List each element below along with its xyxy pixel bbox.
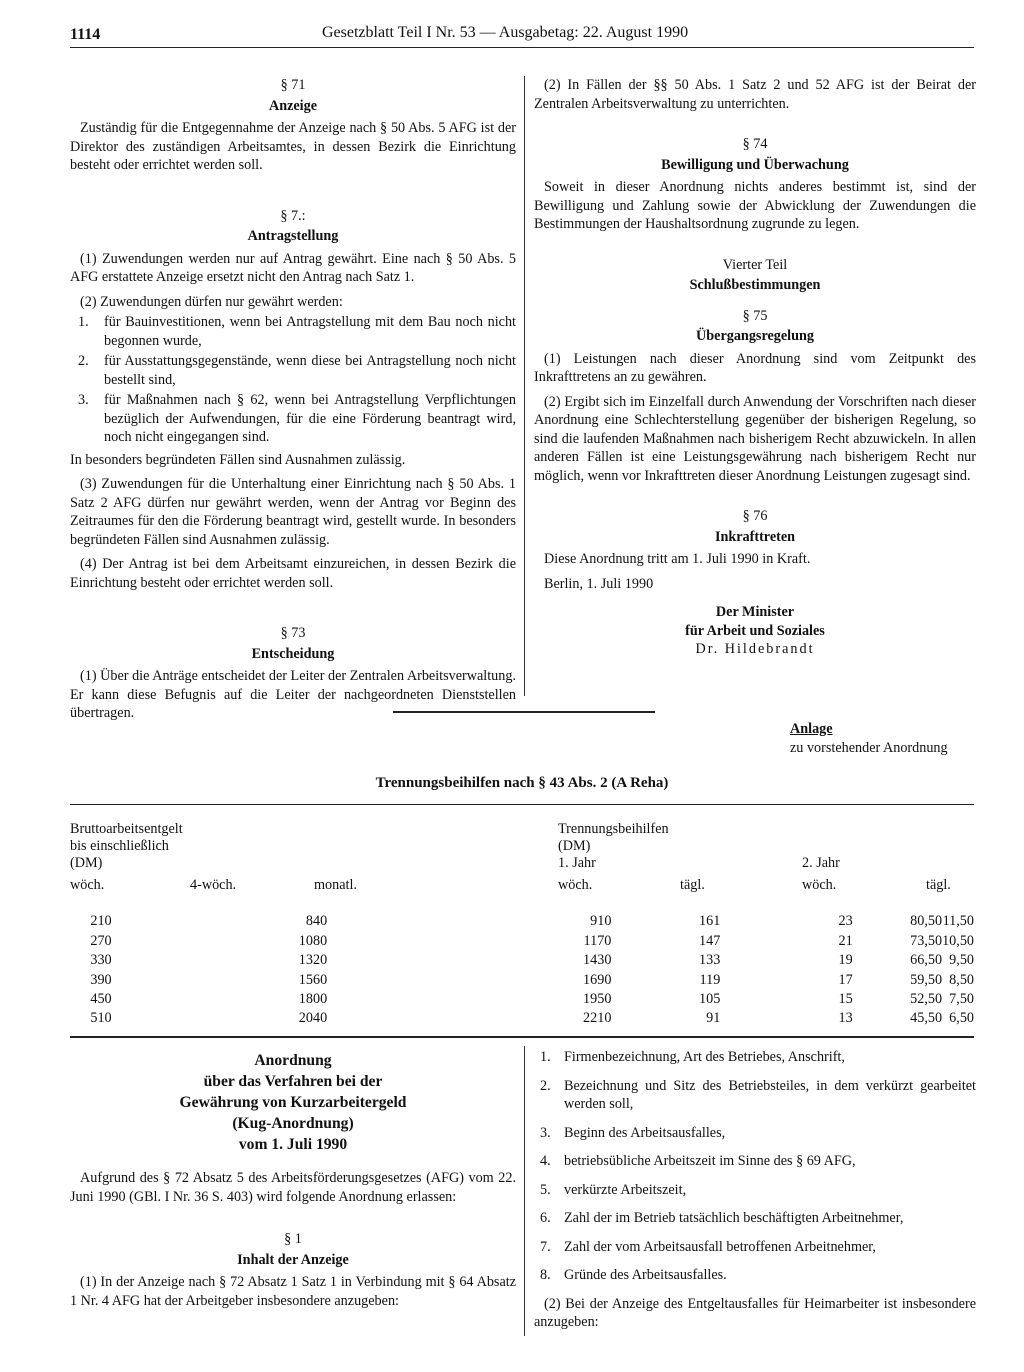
table-header-right-1: Trennungsbeihilfen: [558, 821, 669, 837]
section-76-text: Diese Anordnung tritt am 1. Juli 1990 in Kraft.: [544, 551, 811, 567]
anlage-block: [790, 720, 948, 757]
table-top-rule: [70, 804, 974, 805]
table-cell-year2-taegl: 9,50: [949, 952, 974, 969]
section-73-number: § 73: [280, 625, 306, 641]
table-cell-year2-woech: 73,50: [910, 932, 943, 949]
section-73-text: (1) Über die Anträge entscheidet der Leiter der Zentralen Arbeitsverwaltung. Er kann diese Befugnis auf die Leiter der nachgeordneten Dienststellen übertragen.: [70, 668, 516, 721]
table-cell-year1-woech: 119: [699, 971, 721, 988]
list-item-text: Zahl der im Betrieb tatsächlich beschäftigten Arbeitnehmer,: [564, 1210, 904, 1226]
table-cell-year1-woech: 161: [699, 913, 721, 930]
kug-left-column: [70, 1050, 516, 1316]
kug-section-1-paragraph-2: (2) Bei der Anzeige des Entgeltausfalles für Heimarbeiter ist insbesondere anzugeben:: [534, 1295, 976, 1330]
section-75-number: § 75: [742, 307, 768, 324]
section-74-number: § 74: [742, 136, 768, 152]
list-item: [534, 1266, 976, 1285]
table-cell-woech: 330: [90, 952, 112, 969]
table-cell-year1-taegl: 21: [838, 932, 853, 949]
table-cell-4woech: 1080: [298, 932, 328, 949]
column-header-woech: wöch.: [70, 877, 105, 893]
list-item-text: für Ausstattungsgegenstände, wenn diese bei Antragstellung noch nicht bestellt sind,: [104, 353, 516, 388]
column-header-year1-taegl: tägl.: [680, 877, 705, 893]
section-74-text: Soweit in dieser Anordnung nichts anderes bestimmt ist, sind der Bewilligung und Zahlung sowie der Abwicklung der Zuwendungen die Bestimmungen der Haushaltsordnung zugrunde zu legen.: [534, 179, 976, 232]
table-header-left-3: (DM): [70, 855, 103, 871]
table-cell-year1-taegl: 13: [838, 1010, 853, 1027]
table-cell-year2-taegl: 7,50: [949, 991, 974, 1007]
table-title: Trennungsbeihilfen nach § 43 Abs. 2 (A Reha): [375, 775, 669, 791]
table-cell-year1-woech: 147: [699, 932, 721, 949]
list-item-text: Bezeichnung und Sitz des Betriebsteiles, in dem verkürzt gearbeitet werden soll,: [564, 1077, 976, 1112]
section-72-number: § 7.:: [280, 207, 306, 224]
list-item-text: betriebsübliche Arbeitszeit im Sinne des § 69 AFG,: [564, 1153, 856, 1169]
table-cell-4woech: 1800: [298, 991, 328, 1007]
table-cell-year1-taegl: 23: [838, 913, 853, 930]
table-cell-monatl: 1950: [583, 991, 612, 1007]
table-cell-year2-woech: 45,50: [910, 1010, 943, 1027]
list-item: [70, 352, 516, 389]
list-item: [534, 1048, 976, 1067]
section-72-paragraph-4: (4) Der Antrag ist bei dem Arbeitsamt einzureichen, in dessen Bezirk die Einrichtung besteht oder errichtet werden soll.: [70, 556, 516, 591]
table-cell-4woech: 1560: [298, 971, 328, 988]
table-row: [70, 912, 974, 931]
section-72-exception: In besonders begründeten Fällen sind Ausnahmen zulässig.: [70, 451, 406, 468]
table-cell-year1-taegl: 17: [838, 971, 853, 988]
place-and-date: Berlin, 1. Juli 1990: [544, 575, 654, 592]
table-cell-year1-taegl: 15: [838, 991, 853, 1007]
table-spacer-cell: [70, 912, 90, 931]
list-item-number: 2.: [540, 1077, 551, 1094]
table-cell-woech: 450: [90, 991, 112, 1007]
page-number: 1114: [70, 26, 101, 43]
list-item: [70, 391, 516, 447]
table-cell-4woech: 840: [305, 913, 328, 930]
table-cell-monatl: 1690: [583, 971, 612, 988]
table-cell-monatl: 1170: [583, 932, 612, 949]
table-row: [70, 1009, 974, 1028]
allowance-table: [70, 912, 974, 1028]
section-72-paragraph-2: (2) Zuwendungen dürfen nur gewährt werden:: [80, 293, 343, 310]
section-71-text: Zuständig für die Entgegennahme der Anzeige nach § 50 Abs. 5 AFG ist der Direktor des zuständigen Arbeitsamtes, in dessen Bezirk die Einrichtung besteht oder errichtet werden soll.: [70, 120, 516, 173]
table-cell-year2-woech: 59,50: [910, 971, 943, 988]
list-item-text: für Bauinvestitionen, wenn bei Antragstellung mit dem Bau noch nicht begonnen wurde,: [104, 314, 516, 349]
signature-title-1: Der Minister: [715, 604, 795, 620]
column-header-monatl: monatl.: [314, 877, 357, 893]
table-cell-woech: 510: [90, 1010, 112, 1027]
table-spacer-cell: [70, 990, 90, 1009]
table-cell-monatl: 910: [590, 913, 612, 930]
list-item-text: Gründe des Arbeitsausfalles.: [564, 1267, 727, 1283]
section-73-heading: Entscheidung: [251, 645, 335, 662]
part-heading: Schlußbestimmungen: [689, 277, 821, 293]
kug-section-1-paragraph-1: (1) In der Anzeige nach § 72 Absatz 1 Satz 1 in Verbindung mit § 64 Absatz 1 Nr. 4 AFG hat der Arbeitgeber insbesondere anzugeben:: [70, 1274, 516, 1309]
table-cell-year2-woech: 80,50: [910, 913, 943, 930]
table-cell-4woech: 2040: [298, 1010, 328, 1027]
column-header-year1-woech: wöch.: [558, 877, 593, 893]
table-row: [70, 951, 974, 970]
list-item-number: 3.: [78, 392, 89, 408]
table-cell-monatl: 2210: [583, 1010, 612, 1027]
ordinance-title-4: (Kug-Anordnung): [232, 1115, 354, 1132]
list-item-number: 3.: [540, 1124, 551, 1141]
list-item: [534, 1152, 976, 1171]
list-item-number: 6.: [540, 1210, 551, 1226]
list-item-number: 4.: [540, 1153, 551, 1169]
list-item-text: Zahl der vom Arbeitsausfall betroffenen Arbeitnehmer,: [564, 1238, 876, 1255]
table-cell-year1-taegl: 19: [838, 952, 853, 969]
list-item-number: 2.: [78, 353, 89, 369]
section-72-heading: Antragstellung: [247, 228, 339, 244]
ordinance-title-5: vom 1. Juli 1990: [238, 1136, 348, 1153]
table-cell-4woech: 1320: [298, 952, 328, 969]
table-spacer-cell: [70, 931, 90, 950]
table-header-right-2: (DM): [558, 838, 591, 854]
kug-section-1-number: § 1: [284, 1231, 302, 1247]
section-73-paragraph-2: (2) In Fällen der §§ 50 Abs. 1 Satz 2 und 52 AFG ist der Beirat der Zentralen Arbeitsverwaltung zu unterrichten.: [534, 77, 976, 112]
table-cell-year1-woech: 133: [699, 952, 721, 969]
section-72-list: [70, 313, 516, 447]
column-divider-top: [524, 76, 525, 696]
section-rule: [393, 711, 655, 713]
list-item: [534, 1181, 976, 1200]
section-76-number: § 76: [742, 508, 768, 524]
left-column: [70, 76, 516, 729]
ordinance-intro: Aufgrund des § 72 Absatz 5 des Arbeitsförderungsgesetzes (AFG) vom 22. Juni 1990 (GBl. I Nr. 36 S. 403) wird folgende Anordnung erlassen:: [70, 1170, 516, 1205]
table-row: [70, 970, 974, 989]
table-cell-year2-taegl: 11,50: [942, 913, 974, 930]
list-item-number: 7.: [540, 1238, 551, 1255]
section-75-paragraph-2: (2) Ergibt sich im Einzelfall durch Anwendung der Vorschriften nach dieser Anordnung eine Schlechterstellung gegenüber der bisherigen Regelung, so sind die laufenden Maßnahmen nach bisherigem Recht abzuwickeln. In allen anderen Fällen ist eine Leistungsgewährung nach bisherigem Recht nur möglich, wenn vor Inkrafttreten dieser Anordnung Leistungen zugesagt sind.: [534, 393, 976, 484]
table-spacer-cell: [70, 1009, 90, 1028]
list-item-text: verkürzte Arbeitszeit,: [564, 1181, 687, 1198]
table-spacer-cell: [70, 970, 90, 989]
section-71-number: § 71: [280, 77, 306, 93]
section-72-paragraph-1: (1) Zuwendungen werden nur auf Antrag gewährt. Eine nach § 50 Abs. 5 AFG erstattete Anzeige ersetzt nicht den Antrag nach Satz 1.: [70, 250, 516, 285]
header-rule: [70, 47, 974, 48]
table-cell-woech: 210: [90, 913, 112, 930]
anlage-label: Anlage: [790, 721, 833, 737]
table-spacer-cell: [70, 951, 90, 970]
section-71-heading: Anzeige: [268, 97, 318, 114]
signature-name: Dr. Hildebrandt: [695, 641, 815, 657]
list-item: [534, 1124, 976, 1143]
list-item-text: Beginn des Arbeitsausfalles,: [564, 1124, 726, 1141]
list-item: [534, 1238, 976, 1257]
list-item-number: 1.: [540, 1049, 551, 1065]
list-item: [70, 313, 516, 350]
table-cell-monatl: 1430: [583, 952, 612, 969]
table-cell-woech: 390: [90, 971, 112, 988]
table-cell-year2-taegl: 10,50: [942, 932, 974, 949]
table-row: [70, 990, 974, 1009]
table-header-left-1: Bruttoarbeitsentgelt: [70, 821, 183, 837]
signature-title-2: für Arbeit und Soziales: [685, 622, 825, 639]
table-cell-year1-woech: 105: [699, 991, 721, 1007]
list-item: [534, 1209, 976, 1228]
gazette-header: Gesetzblatt Teil I Nr. 53 — Ausgabetag: 22. August 1990: [322, 24, 689, 41]
table-cell-year1-woech: 91: [706, 1010, 721, 1027]
kug-section-1-heading: Inhalt der Anzeige: [237, 1251, 349, 1268]
table-cell-year2-woech: 66,50: [910, 952, 943, 969]
section-74-heading: Bewilligung und Überwachung: [661, 156, 849, 173]
column-header-year2-taegl: tägl.: [926, 877, 951, 893]
table-bottom-rule: [70, 1036, 974, 1038]
column-divider-bottom: [524, 1046, 525, 1336]
kug-list: [534, 1048, 976, 1285]
ordinance-title-1: Anordnung: [254, 1052, 332, 1069]
table-header-year-1: 1. Jahr: [558, 855, 596, 871]
section-76-heading: Inkrafttreten: [714, 528, 796, 545]
table-header-year-2: 2. Jahr: [802, 855, 840, 871]
ordinance-title-2: über das Verfahren bei der: [203, 1073, 383, 1090]
list-item-text: Firmenbezeichnung, Art des Betriebes, Anschrift,: [564, 1049, 845, 1065]
list-item-text: für Maßnahmen nach § 62, wenn bei Antragstellung Verpflichtungen bezüglich der Aufwendungen, für die eine Förderung beantragt wird, noch nicht eingegangen sind.: [104, 392, 516, 445]
section-75-paragraph-1: (1) Leistungen nach dieser Anordnung sind vom Zeitpunkt des Inkrafttretens an zu gewähren.: [534, 350, 976, 385]
ordinance-title-3: Gewährung von Kurzarbeitergeld: [179, 1094, 407, 1111]
kug-right-column: [534, 1048, 976, 1338]
anlage-text: zu vorstehender Anordnung: [790, 739, 948, 756]
table-cell-year2-taegl: 6,50: [949, 1010, 974, 1027]
table-cell-woech: 270: [90, 932, 112, 949]
table-cell-year2-woech: 52,50: [910, 991, 943, 1007]
table-row: [70, 931, 974, 950]
table-cell-year2-taegl: 8,50: [949, 971, 974, 988]
part-title: Vierter Teil: [722, 256, 788, 273]
list-item-number: 1.: [78, 314, 89, 330]
column-header-year2-woech: wöch.: [802, 877, 837, 893]
section-72-paragraph-3: (3) Zuwendungen für die Unterhaltung einer Einrichtung nach § 50 Abs. 1 Satz 2 AFG dürfen nur gewährt werden, wenn der Antrag vor Beginn des Zeitraumes für den die Förderung beantragt wird, gestellt wurde. In besonders begründeten Fällen sind Ausnahmen zulässig.: [70, 476, 516, 548]
list-item-number: 8.: [540, 1267, 551, 1283]
right-column: [534, 76, 976, 659]
column-header-4woech: 4-wöch.: [190, 877, 237, 893]
table-header-left-2: bis einschließlich: [70, 838, 169, 854]
list-item-number: 5.: [540, 1181, 551, 1198]
list-item: [534, 1077, 976, 1114]
section-75-heading: Übergangsregelung: [696, 328, 814, 344]
